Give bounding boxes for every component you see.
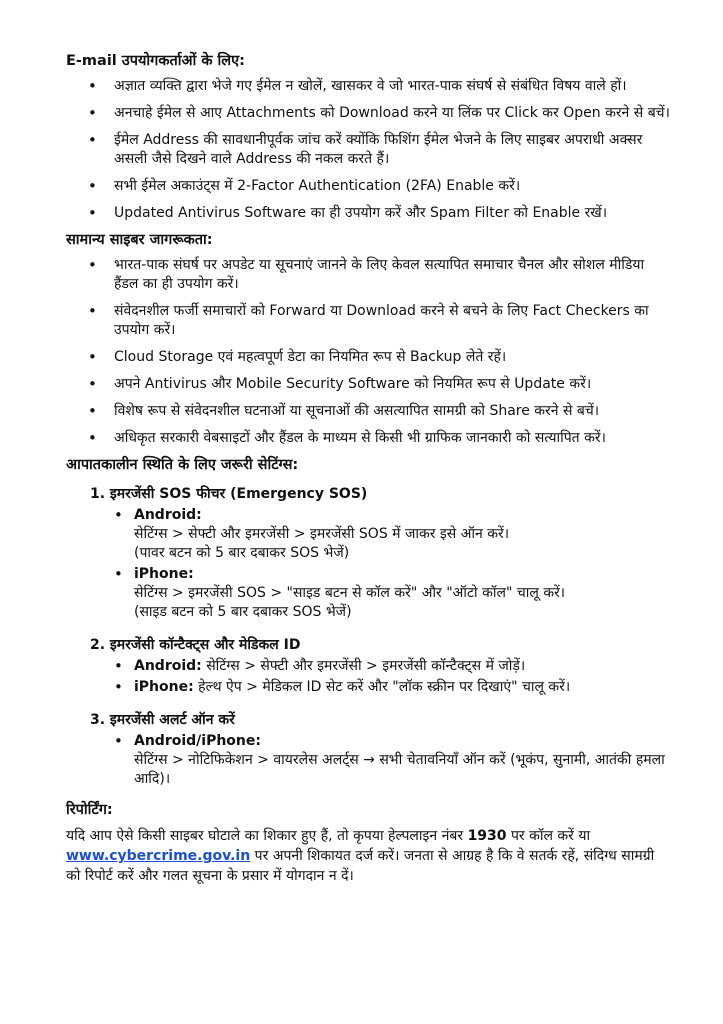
reporting-paragraph	[66, 826, 671, 886]
reporting-heading: रिपोर्टिंग:	[66, 802, 113, 818]
android-contacts-steps: सेटिंग्स > सेफ्टी और इमरजेंसी > इमरजेंसी कॉन्टैक्ट्स में जोड़ें।	[201, 658, 526, 674]
emergency-sos-title: 1. इमरजेंसी SOS फीचर (Emergency SOS)	[90, 486, 368, 502]
list-item	[112, 565, 671, 622]
iphone-label: • iPhone:	[134, 566, 194, 582]
list-item: • ईमेल Address की सावधानीपूर्वक जांच करें क्योंकि फिशिंग ईमेल भेजने के लिए साइबर अपराधी अक्सर असली जैसे दिखने वाले Address की नकल करते हैं।	[88, 131, 671, 169]
reporting-text-1: यदि आप ऐसे किसी साइबर घोटाले का शिकार हुए हैं, तो कृपया हेल्पलाइन नंबर	[66, 828, 468, 844]
list-item: • अधिकृत सरकारी वेबसाइटों और हैंडल के माध्यम से किसी भी ग्राफिक जानकारी को सत्यापित करें।	[88, 429, 671, 448]
list-item: • अपने Antivirus और Mobile Security Software को नियमित रूप से Update करें।	[88, 375, 671, 394]
list-item: • संवेदनशील फर्जी समाचारों को Forward या Download करने से बचने के लिए Fact Checkers का उपयोग करें।	[88, 302, 671, 340]
list-item: • सभी ईमेल अकाउंट्स में 2-Factor Authentication (2FA) Enable करें।	[88, 177, 671, 196]
android-label: • Android:	[134, 507, 202, 523]
list-item: • अज्ञात व्यक्ति द्वारा भेजे गए ईमेल न खोलें, खासकर वे जो भारत-पाक संघर्ष से संबंधित विषय वाले हों।	[88, 77, 671, 96]
list-item: • अनचाहे ईमेल से आए Attachments को Download करने या लिंक पर Click कर Open करने से बचें।	[88, 104, 671, 123]
list-item	[112, 732, 671, 789]
emergency-contacts-list	[112, 657, 671, 697]
email-section-heading: E-mail उपयोगकर्ताओं के लिए:	[66, 53, 245, 69]
emergency-contacts-title: 2. इमरजेंसी कॉन्टैक्ट्स और मेडिकल ID	[90, 637, 301, 653]
awareness-tips-list	[66, 256, 671, 448]
iphone-sos-steps: सेटिंग्स > इमरजेंसी SOS > "साइड बटन से कॉल करें" और "ऑटो कॉल" चालू करें।	[134, 585, 566, 601]
helpline-number: 1930	[467, 828, 507, 844]
emergency-alert-title: 3. इमरजेंसी अलर्ट ऑन करें	[90, 712, 235, 728]
reporting-text-2: पर कॉल करें या	[506, 828, 591, 844]
android-sos-note: (पावर बटन को 5 बार दबाकर SOS भेजें)	[134, 545, 350, 561]
iphone-label: iPhone:	[134, 679, 194, 695]
emergency-alert-list	[112, 732, 671, 789]
emergency-sos-list	[112, 506, 671, 622]
list-item: • Updated Antivirus Software का ही उपयोग करें और Spam Filter को Enable रखें।	[88, 204, 671, 223]
list-item	[112, 657, 671, 676]
list-item: • भारत-पाक संघर्ष पर अपडेट या सूचनाएं जानने के लिए केवल सत्यापित समाचार चैनल और सोशल मीडिया हैंडल का ही उपयोग करें।	[88, 256, 671, 294]
android-sos-steps: सेटिंग्स > सेफ्टी और इमरजेंसी > इमरजेंसी SOS में जाकर इसे ऑन करें।	[134, 526, 510, 542]
list-item: • विशेष रूप से संवेदनशील घटनाओं या सूचनाओं की असत्यापित सामग्री को Share करने से बचें।	[88, 402, 671, 421]
iphone-sos-note: (साइड बटन को 5 बार दबाकर SOS भेजें)	[134, 604, 352, 620]
list-item: • Cloud Storage एवं महत्वपूर्ण डेटा का नियमित रूप से Backup लेते रहें।	[88, 348, 671, 367]
cybercrime-link[interactable]: www.cybercrime.gov.in	[66, 848, 251, 864]
android-iphone-label: • Android/iPhone:	[134, 733, 261, 749]
awareness-section-heading: सामान्य साइबर जागरूकता:	[66, 232, 213, 248]
android-label: Android:	[134, 658, 202, 674]
iphone-contacts-steps: हेल्थ ऐप > मेडिकल ID सेट करें और "लॉक स्क्रीन पर दिखाएं" चालू करें।	[193, 679, 571, 695]
list-item	[112, 678, 671, 697]
list-item	[112, 506, 671, 563]
email-tips-list	[66, 77, 671, 223]
alert-steps: सेटिंग्स > नोटिफिकेशन > वायरलेस अलर्ट्स → सभी चेतावनियाँ ऑन करें (भूकंप, सुनामी, आतंकी हमला आदि)।	[134, 752, 665, 787]
reporting-text-3: पर अपनी शिकायत दर्ज करें। जनता से आग्रह है कि वे सतर्क रहें, संदिग्ध सामग्री को रिपोर्ट करें और गलत सूचना के प्रसार में योगदान न दें।	[66, 848, 655, 884]
emergency-section-heading: आपातकालीन स्थिति के लिए जरूरी सेटिंग्स:	[66, 457, 299, 473]
